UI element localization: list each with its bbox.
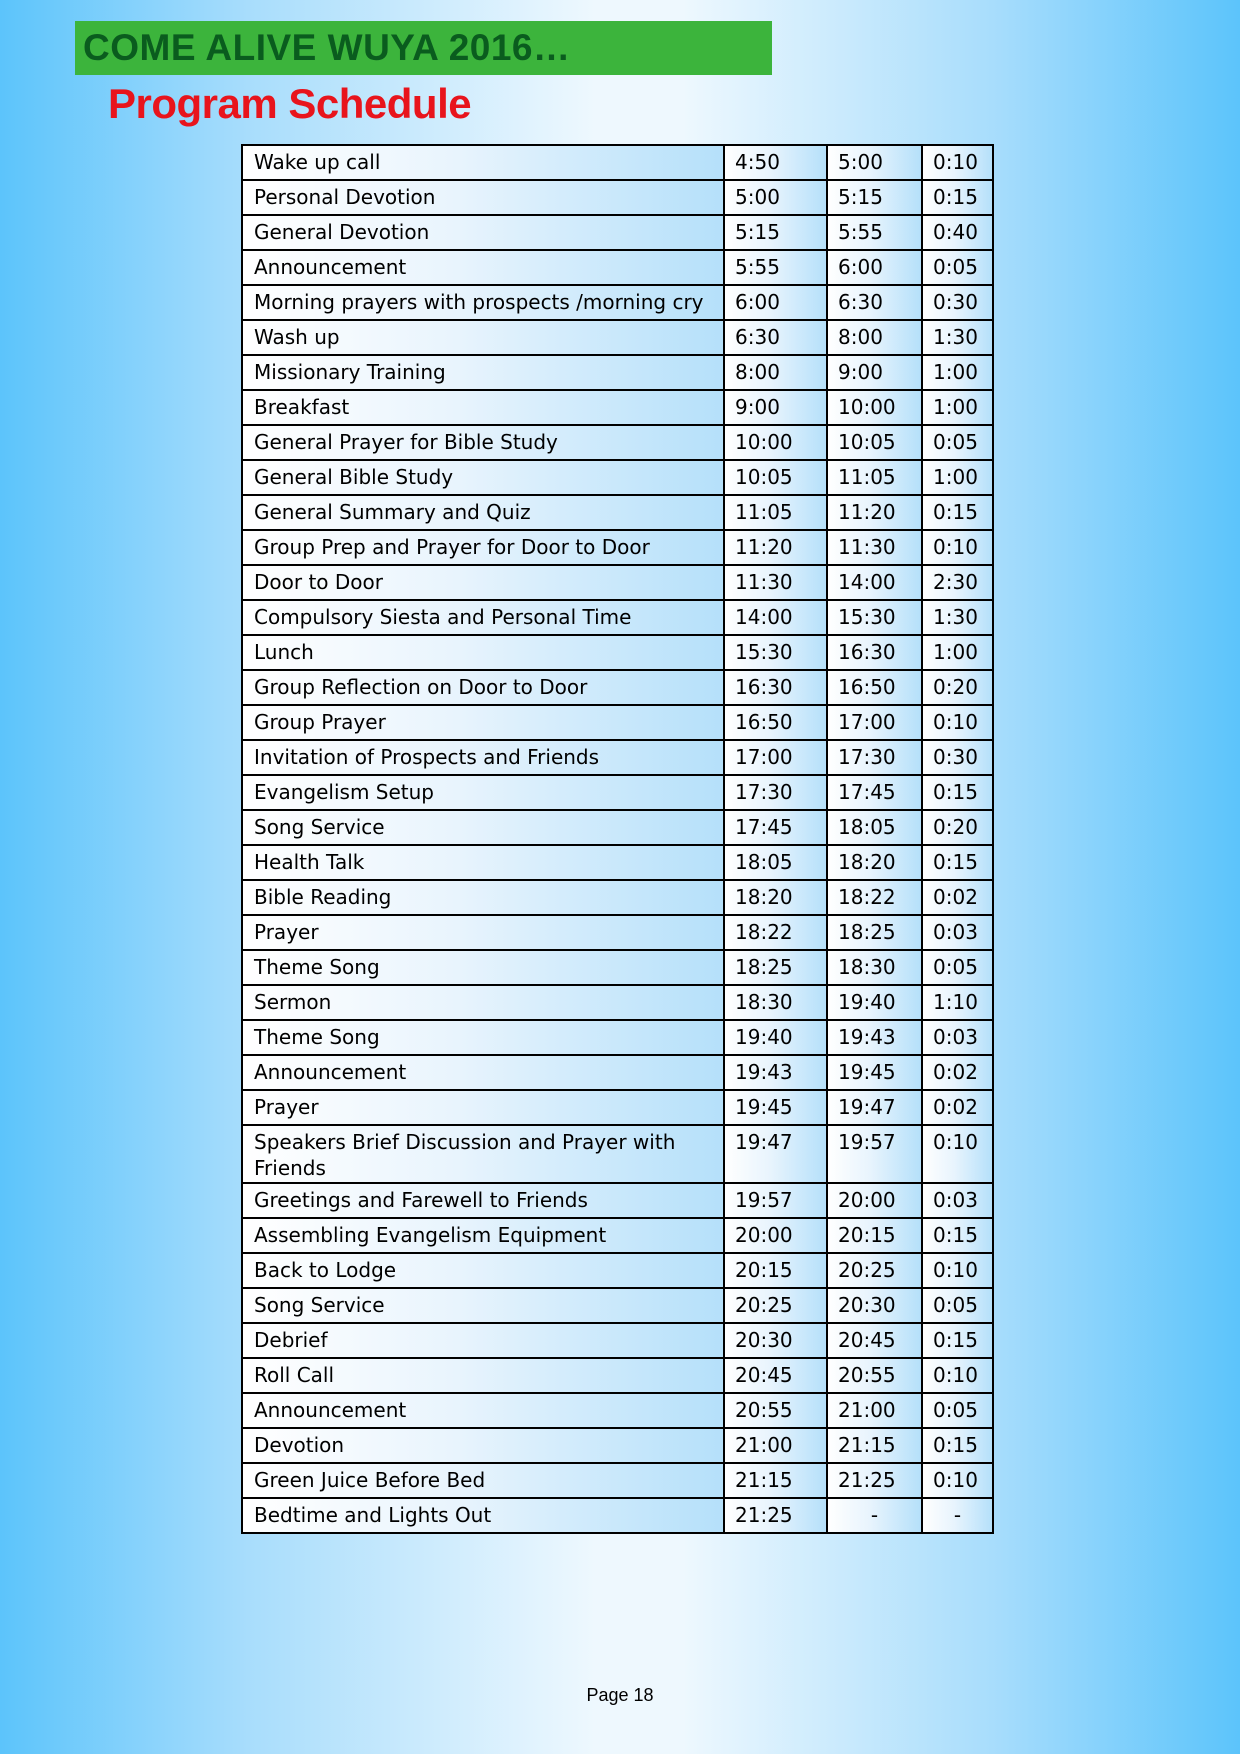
table-row [242, 1218, 993, 1253]
start-time-cell: 21:25 [724, 1498, 827, 1533]
table-row [242, 1090, 993, 1125]
end-time-cell: 19:43 [827, 1020, 922, 1055]
start-time-cell: 20:45 [724, 1358, 827, 1393]
start-time-cell: 11:05 [724, 495, 827, 530]
end-time-cell: 17:45 [827, 775, 922, 810]
activity-cell: Missionary Training [242, 355, 724, 390]
activity-cell: Greetings and Farewell to Friends [242, 1183, 724, 1218]
activity-cell: Health Talk [242, 845, 724, 880]
table-row [242, 775, 993, 810]
activity-cell: Bedtime and Lights Out [242, 1498, 724, 1533]
start-time-cell: 17:45 [724, 810, 827, 845]
table-row [242, 355, 993, 390]
end-time-cell: 11:05 [827, 460, 922, 495]
end-time-cell: 20:25 [827, 1253, 922, 1288]
schedule-table [241, 144, 994, 1534]
end-time-cell: 6:00 [827, 250, 922, 285]
start-time-cell: 19:57 [724, 1183, 827, 1218]
duration-cell: 1:00 [922, 635, 993, 670]
table-row [242, 460, 993, 495]
start-time-cell: 20:55 [724, 1393, 827, 1428]
end-time-cell: 20:00 [827, 1183, 922, 1218]
table-row [242, 320, 993, 355]
activity-cell: Prayer [242, 1090, 724, 1125]
table-row [242, 1125, 993, 1183]
end-time-cell: 16:30 [827, 635, 922, 670]
start-time-cell: 14:00 [724, 600, 827, 635]
end-time-cell: 5:15 [827, 180, 922, 215]
table-row [242, 1020, 993, 1055]
end-time-cell: 14:00 [827, 565, 922, 600]
start-time-cell: 18:20 [724, 880, 827, 915]
start-time-cell: 4:50 [724, 145, 827, 180]
activity-cell: Morning prayers with prospects /morning cry [242, 285, 724, 320]
start-time-cell: 17:30 [724, 775, 827, 810]
start-time-cell: 21:00 [724, 1428, 827, 1463]
activity-cell: Lunch [242, 635, 724, 670]
start-time-cell: 20:00 [724, 1218, 827, 1253]
end-time-cell: 18:25 [827, 915, 922, 950]
duration-cell: 0:15 [922, 845, 993, 880]
start-time-cell: 18:22 [724, 915, 827, 950]
table-row [242, 495, 993, 530]
table-row [242, 390, 993, 425]
end-time-cell: 21:15 [827, 1428, 922, 1463]
duration-cell: 1:30 [922, 600, 993, 635]
end-time-cell: 19:45 [827, 1055, 922, 1090]
activity-cell: Announcement [242, 250, 724, 285]
table-row [242, 1428, 993, 1463]
end-time-cell: 19:57 [827, 1125, 922, 1183]
duration-cell: 0:03 [922, 1183, 993, 1218]
activity-cell: Announcement [242, 1055, 724, 1090]
start-time-cell: 11:20 [724, 530, 827, 565]
duration-cell: 1:00 [922, 460, 993, 495]
table-row [242, 530, 993, 565]
table-row [242, 1288, 993, 1323]
table-row [242, 425, 993, 460]
start-time-cell: 6:00 [724, 285, 827, 320]
duration-cell: 0:05 [922, 1393, 993, 1428]
end-time-cell: 8:00 [827, 320, 922, 355]
activity-cell: Wash up [242, 320, 724, 355]
start-time-cell: 10:00 [724, 425, 827, 460]
duration-cell: 0:20 [922, 810, 993, 845]
table-row [242, 950, 993, 985]
duration-cell: 0:15 [922, 1218, 993, 1253]
end-time-cell: 21:25 [827, 1463, 922, 1498]
start-time-cell: 17:00 [724, 740, 827, 775]
end-time-cell: 9:00 [827, 355, 922, 390]
end-time-cell: 20:30 [827, 1288, 922, 1323]
table-row [242, 1055, 993, 1090]
duration-cell: 0:15 [922, 775, 993, 810]
table-row [242, 1323, 993, 1358]
table-row [242, 845, 993, 880]
end-time-cell: 10:00 [827, 390, 922, 425]
table-row [242, 1253, 993, 1288]
end-time-cell: 21:00 [827, 1393, 922, 1428]
table-row [242, 180, 993, 215]
activity-cell: Group Prep and Prayer for Door to Door [242, 530, 724, 565]
duration-cell: 0:02 [922, 1055, 993, 1090]
table-row [242, 810, 993, 845]
table-row [242, 915, 993, 950]
end-time-cell: 5:55 [827, 215, 922, 250]
schedule-body [242, 145, 993, 1533]
end-time-cell: 17:00 [827, 705, 922, 740]
table-row [242, 1393, 993, 1428]
activity-cell: Invitation of Prospects and Friends [242, 740, 724, 775]
page-number: Page 18 [586, 1685, 654, 1705]
table-row [242, 670, 993, 705]
end-time-cell: - [827, 1498, 922, 1533]
table-row [242, 1498, 993, 1533]
activity-cell: Speakers Brief Discussion and Prayer with Friends [242, 1125, 724, 1183]
start-time-cell: 20:15 [724, 1253, 827, 1288]
activity-cell: Song Service [242, 810, 724, 845]
table-row [242, 215, 993, 250]
end-time-cell: 20:45 [827, 1323, 922, 1358]
start-time-cell: 8:00 [724, 355, 827, 390]
end-time-cell: 18:05 [827, 810, 922, 845]
activity-cell: Back to Lodge [242, 1253, 724, 1288]
start-time-cell: 18:25 [724, 950, 827, 985]
activity-cell: Announcement [242, 1393, 724, 1428]
start-time-cell: 19:40 [724, 1020, 827, 1055]
activity-cell: Green Juice Before Bed [242, 1463, 724, 1498]
table-row [242, 740, 993, 775]
start-time-cell: 9:00 [724, 390, 827, 425]
duration-cell: 0:05 [922, 950, 993, 985]
start-time-cell: 10:05 [724, 460, 827, 495]
table-row [242, 600, 993, 635]
end-time-cell: 10:05 [827, 425, 922, 460]
end-time-cell: 20:55 [827, 1358, 922, 1393]
end-time-cell: 17:30 [827, 740, 922, 775]
duration-cell: 0:15 [922, 1323, 993, 1358]
duration-cell: 0:02 [922, 1090, 993, 1125]
activity-cell: Debrief [242, 1323, 724, 1358]
banner-title: COME ALIVE WUYA 2016… [83, 27, 571, 68]
duration-cell: 0:20 [922, 670, 993, 705]
end-time-cell: 18:20 [827, 845, 922, 880]
duration-cell: 0:40 [922, 215, 993, 250]
end-time-cell: 15:30 [827, 600, 922, 635]
activity-cell: Personal Devotion [242, 180, 724, 215]
start-time-cell: 6:30 [724, 320, 827, 355]
activity-cell: Group Reflection on Door to Door [242, 670, 724, 705]
duration-cell: 2:30 [922, 565, 993, 600]
duration-cell: 0:05 [922, 425, 993, 460]
activity-cell: General Prayer for Bible Study [242, 425, 724, 460]
duration-cell: 0:10 [922, 1463, 993, 1498]
table-row [242, 1463, 993, 1498]
activity-cell: Assembling Evangelism Equipment [242, 1218, 724, 1253]
start-time-cell: 21:15 [724, 1463, 827, 1498]
start-time-cell: 18:30 [724, 985, 827, 1020]
activity-cell: Roll Call [242, 1358, 724, 1393]
activity-cell: General Summary and Quiz [242, 495, 724, 530]
start-time-cell: 5:15 [724, 215, 827, 250]
duration-cell: 0:10 [922, 1125, 993, 1183]
duration-cell: 0:15 [922, 495, 993, 530]
table-row [242, 285, 993, 320]
title-banner [75, 21, 772, 75]
duration-cell: 0:10 [922, 705, 993, 740]
end-time-cell: 11:20 [827, 495, 922, 530]
duration-cell: 0:30 [922, 740, 993, 775]
activity-cell: Wake up call [242, 145, 724, 180]
duration-cell: 0:15 [922, 180, 993, 215]
duration-cell: 0:10 [922, 145, 993, 180]
end-time-cell: 11:30 [827, 530, 922, 565]
duration-cell: 0:15 [922, 1428, 993, 1463]
activity-cell: Compulsory Siesta and Personal Time [242, 600, 724, 635]
table-row [242, 705, 993, 740]
table-row [242, 985, 993, 1020]
table-row [242, 250, 993, 285]
activity-cell: General Devotion [242, 215, 724, 250]
activity-cell: Bible Reading [242, 880, 724, 915]
duration-cell: - [922, 1498, 993, 1533]
table-row [242, 145, 993, 180]
activity-cell: Prayer [242, 915, 724, 950]
duration-cell: 0:03 [922, 1020, 993, 1055]
activity-cell: Group Prayer [242, 705, 724, 740]
end-time-cell: 5:00 [827, 145, 922, 180]
duration-cell: 0:03 [922, 915, 993, 950]
activity-cell: Door to Door [242, 565, 724, 600]
start-time-cell: 16:50 [724, 705, 827, 740]
duration-cell: 1:00 [922, 390, 993, 425]
start-time-cell: 19:47 [724, 1125, 827, 1183]
table-row [242, 880, 993, 915]
activity-cell: Theme Song [242, 1020, 724, 1055]
start-time-cell: 15:30 [724, 635, 827, 670]
end-time-cell: 19:47 [827, 1090, 922, 1125]
activity-cell: Evangelism Setup [242, 775, 724, 810]
activity-cell: Devotion [242, 1428, 724, 1463]
end-time-cell: 20:15 [827, 1218, 922, 1253]
table-row [242, 1183, 993, 1218]
duration-cell: 0:05 [922, 250, 993, 285]
end-time-cell: 18:30 [827, 950, 922, 985]
end-time-cell: 18:22 [827, 880, 922, 915]
start-time-cell: 16:30 [724, 670, 827, 705]
start-time-cell: 19:43 [724, 1055, 827, 1090]
duration-cell: 0:30 [922, 285, 993, 320]
duration-cell: 0:10 [922, 1253, 993, 1288]
activity-cell: Sermon [242, 985, 724, 1020]
duration-cell: 0:10 [922, 530, 993, 565]
start-time-cell: 18:05 [724, 845, 827, 880]
activity-cell: General Bible Study [242, 460, 724, 495]
end-time-cell: 19:40 [827, 985, 922, 1020]
duration-cell: 1:10 [922, 985, 993, 1020]
start-time-cell: 20:30 [724, 1323, 827, 1358]
end-time-cell: 6:30 [827, 285, 922, 320]
start-time-cell: 5:00 [724, 180, 827, 215]
start-time-cell: 19:45 [724, 1090, 827, 1125]
duration-cell: 0:05 [922, 1288, 993, 1323]
duration-cell: 1:00 [922, 355, 993, 390]
table-row [242, 1358, 993, 1393]
start-time-cell: 20:25 [724, 1288, 827, 1323]
activity-cell: Breakfast [242, 390, 724, 425]
duration-cell: 1:30 [922, 320, 993, 355]
duration-cell: 0:10 [922, 1358, 993, 1393]
table-row [242, 635, 993, 670]
activity-cell: Theme Song [242, 950, 724, 985]
table-row [242, 565, 993, 600]
page-title: Program Schedule [108, 80, 472, 127]
start-time-cell: 5:55 [724, 250, 827, 285]
activity-cell: Song Service [242, 1288, 724, 1323]
duration-cell: 0:02 [922, 880, 993, 915]
end-time-cell: 16:50 [827, 670, 922, 705]
start-time-cell: 11:30 [724, 565, 827, 600]
